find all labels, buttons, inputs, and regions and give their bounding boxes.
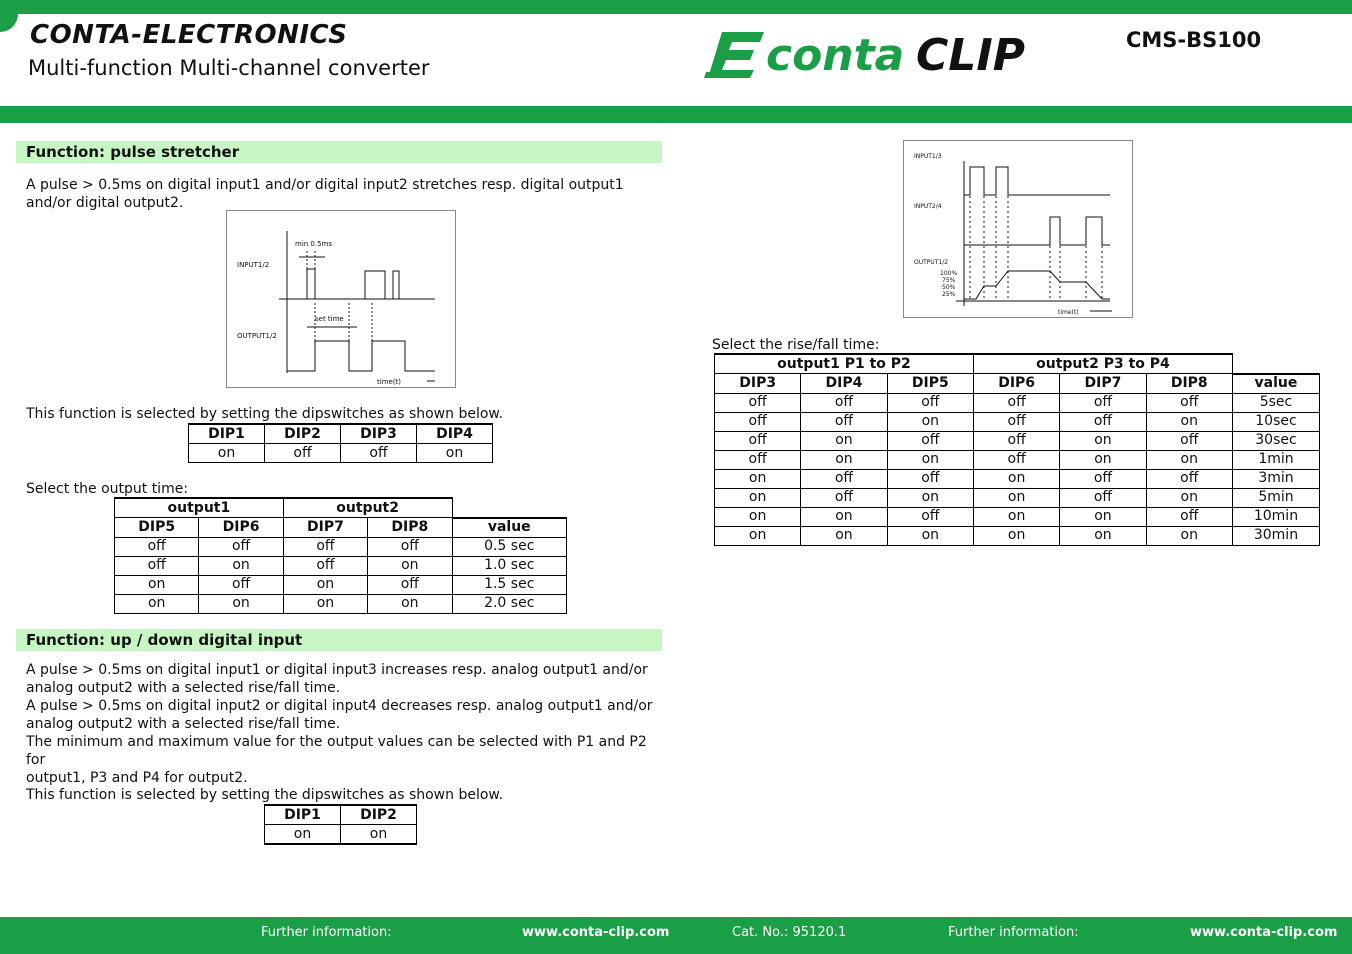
table-cell: off (283, 537, 367, 556)
table-cell: on (973, 469, 1059, 488)
pulse-timing-diagram (226, 210, 456, 388)
dip-header: DIP1 (265, 805, 341, 825)
group-header-output1: output1 (115, 498, 284, 518)
table-cell: off (1060, 393, 1146, 412)
table-cell: on (1060, 507, 1146, 526)
table-cell: off (887, 431, 973, 450)
column-header: DIP4 (801, 374, 887, 394)
table-cell: 10min (1232, 507, 1319, 526)
column-header: DIP8 (368, 518, 452, 538)
table-cell: off (715, 393, 801, 412)
footer-info-label: Further information: (948, 925, 1079, 940)
updown-line: analog output2 with a selected rise/fall time. (26, 680, 341, 696)
table-row (715, 450, 1320, 469)
column-header: DIP6 (973, 374, 1059, 394)
table-cell: off (199, 575, 283, 594)
updown-select-text: This function is selected by setting the dipswitches as shown below. (26, 787, 504, 803)
table-cell: off (115, 537, 199, 556)
table-cell: on (973, 507, 1059, 526)
footer-bar (0, 917, 1352, 954)
top-bar (0, 0, 1352, 14)
footer-website-link[interactable]: www.conta-clip.com (1190, 925, 1338, 940)
rf-50-label: 50% (942, 284, 956, 291)
updown-line: analog output2 with a selected rise/fall time. (26, 716, 341, 732)
top-corner-notch (0, 14, 18, 32)
table-cell: on (715, 488, 801, 507)
column-header: DIP7 (1060, 374, 1146, 394)
diagram-set-label: set time (315, 315, 344, 323)
table-cell: on (887, 488, 973, 507)
column-header: DIP8 (1146, 374, 1232, 394)
dip-value: off (341, 444, 417, 463)
column-header: value (452, 518, 567, 538)
dip-value: on (265, 825, 341, 845)
diagram-output-label: OUTPUT1/2 (237, 332, 277, 340)
table-row (715, 431, 1320, 450)
column-header: DIP6 (199, 518, 283, 538)
updown-line: A pulse > 0.5ms on digital input1 or digital input3 increases resp. analog output1 and/or (26, 662, 648, 678)
table-cell: on (1060, 450, 1146, 469)
rf-100-label: 100% (940, 270, 958, 277)
table-cell: off (715, 450, 801, 469)
table-cell: on (368, 556, 452, 575)
table-cell: on (801, 526, 887, 545)
table-cell: off (801, 393, 887, 412)
table-cell: off (973, 431, 1059, 450)
header-divider-bar (0, 106, 1352, 123)
table-cell: on (973, 488, 1059, 507)
dip-value: on (189, 444, 265, 463)
table-cell: off (887, 469, 973, 488)
updown-description (26, 661, 666, 787)
updown-dip-table (264, 804, 417, 845)
table-cell: off (715, 431, 801, 450)
pulse-dip-table (188, 423, 493, 463)
dip-header: DIP2 (265, 424, 341, 444)
table-cell: on (1146, 526, 1232, 545)
rf-input24-label: INPUT2/4 (914, 203, 942, 210)
table-cell: on (199, 594, 283, 613)
group-header-output2: output2 (283, 498, 452, 518)
table-row (715, 488, 1320, 507)
section-heading-pulse: Function: pulse stretcher (16, 141, 662, 163)
section-heading-updown: Function: up / down digital input (16, 629, 662, 651)
table-cell: on (715, 507, 801, 526)
column-header: DIP3 (715, 374, 801, 394)
table-cell: off (368, 537, 452, 556)
dip-value: on (341, 825, 417, 845)
table-cell: 5sec (1232, 393, 1319, 412)
table-row (715, 393, 1320, 412)
table-cell: on (887, 526, 973, 545)
contaclip-logo (704, 26, 1034, 84)
table-row (715, 526, 1320, 545)
table-row (715, 507, 1320, 526)
dip-header: DIP1 (189, 424, 265, 444)
diagram-input-label: INPUT1/2 (237, 261, 270, 269)
table-cell: off (1060, 469, 1146, 488)
table-cell: on (283, 594, 367, 613)
table-cell: on (1146, 450, 1232, 469)
table-cell: on (801, 507, 887, 526)
table-cell: off (887, 393, 973, 412)
page-subtitle: Multi-function Multi-channel converter (28, 56, 430, 80)
table-cell: off (715, 412, 801, 431)
rf-time-label: time(t) (1058, 309, 1079, 316)
rf-input13-label: INPUT1/3 (914, 153, 942, 160)
product-code: CMS-BS100 (1126, 28, 1262, 52)
table-cell: off (973, 412, 1059, 431)
footer-catalog-number: Cat. No.: 95120.1 (732, 925, 847, 940)
table-cell: off (801, 412, 887, 431)
table-row (715, 469, 1320, 488)
table-row (115, 575, 567, 594)
table-cell: on (715, 469, 801, 488)
table-cell: on (801, 450, 887, 469)
table-cell: off (1146, 469, 1232, 488)
table-cell: 10sec (1232, 412, 1319, 431)
diagram-time-label: time(t) (377, 378, 402, 386)
table-cell: off (1060, 488, 1146, 507)
group-header-output1: output1 P1 to P2 (715, 354, 974, 374)
table-row (715, 412, 1320, 431)
rf-75-label: 75% (942, 277, 956, 284)
table-cell: on (1060, 526, 1146, 545)
svg-text:CLIP: CLIP (916, 30, 1025, 81)
table-cell: 3min (1232, 469, 1319, 488)
footer-info-label: Further information: (261, 925, 392, 940)
table-cell: off (973, 393, 1059, 412)
table-cell: on (283, 575, 367, 594)
table-row (115, 594, 567, 613)
table-cell: off (1146, 507, 1232, 526)
dip-header: DIP2 (341, 805, 417, 825)
table-cell: off (973, 450, 1059, 469)
table-cell: on (199, 556, 283, 575)
table-cell: 5min (1232, 488, 1319, 507)
table-cell: on (715, 526, 801, 545)
dip-value: on (417, 444, 493, 463)
table-cell: 1min (1232, 450, 1319, 469)
table-cell: on (887, 412, 973, 431)
column-header: DIP7 (283, 518, 367, 538)
pulse-select-text: This function is selected by setting the dipswitches as shown below. (26, 406, 504, 422)
table-cell: 30sec (1232, 431, 1319, 450)
dip-header: DIP3 (341, 424, 417, 444)
diagram-min-label: min 0.5ms (295, 240, 333, 248)
table-cell: off (1146, 431, 1232, 450)
table-cell: on (801, 431, 887, 450)
table-cell: 2.0 sec (452, 594, 567, 613)
risefall-table (714, 353, 1320, 546)
table-cell: off (1060, 412, 1146, 431)
table-cell: off (801, 488, 887, 507)
table-cell: off (368, 575, 452, 594)
footer-website-link[interactable]: www.conta-clip.com (522, 925, 670, 940)
rf-output-label: OUTPUT1/2 (914, 259, 949, 266)
rf-25-label: 25% (942, 291, 956, 298)
updown-line: output1, P3 and P4 for output2. (26, 770, 248, 786)
updown-line: A pulse > 0.5ms on digital input2 or digital input4 decreases resp. analog output1 and/or (26, 698, 653, 714)
table-cell: off (887, 507, 973, 526)
risefall-select-text: Select the rise/fall time: (712, 337, 880, 353)
table-cell: off (1146, 393, 1232, 412)
pulse-description: A pulse > 0.5ms on digital input1 and/or digital input2 stretches resp. digital output1 and/or digital output2. (26, 177, 624, 211)
table-row (115, 556, 567, 575)
risefall-timing-diagram (903, 140, 1133, 318)
brand-title: CONTA-ELECTRONICS (30, 20, 348, 50)
column-header: DIP5 (115, 518, 199, 538)
table-cell: off (283, 556, 367, 575)
table-row (115, 537, 567, 556)
output-time-table (114, 497, 567, 614)
table-cell: 1.5 sec (452, 575, 567, 594)
table-cell: off (801, 469, 887, 488)
table-cell: on (887, 450, 973, 469)
table-cell: on (115, 594, 199, 613)
table-cell: 30min (1232, 526, 1319, 545)
group-header-output2: output2 P3 to P4 (973, 354, 1232, 374)
dip-header: DIP4 (417, 424, 493, 444)
dip-value: off (265, 444, 341, 463)
table-cell: 1.0 sec (452, 556, 567, 575)
output-time-text: Select the output time: (26, 481, 189, 497)
table-cell: on (368, 594, 452, 613)
svg-text:conta: conta (766, 30, 905, 81)
table-cell: on (115, 575, 199, 594)
table-cell: on (1146, 488, 1232, 507)
table-cell: 0.5 sec (452, 537, 567, 556)
column-header: DIP5 (887, 374, 973, 394)
table-cell: on (1146, 412, 1232, 431)
column-header: value (1232, 374, 1319, 394)
table-cell: on (973, 526, 1059, 545)
table-cell: off (115, 556, 199, 575)
table-cell: on (1060, 431, 1146, 450)
table-cell: off (199, 537, 283, 556)
updown-line: The minimum and maximum value for the output values can be selected with P1 and P2 for (26, 734, 647, 768)
